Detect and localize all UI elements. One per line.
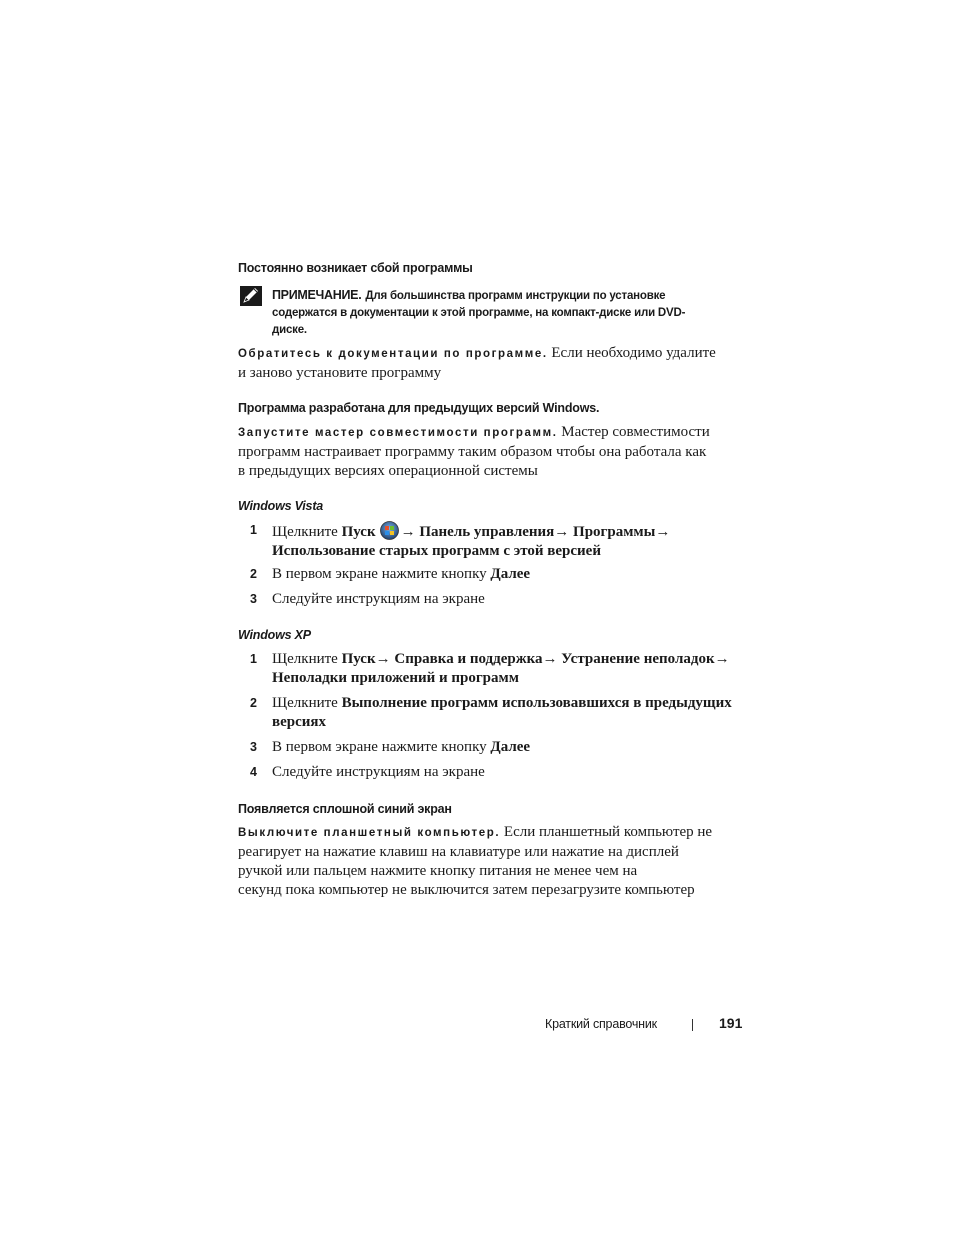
- xp-step-2-number: 2: [250, 696, 257, 710]
- section-heading-blue-screen: Появляется сплошной синий экран: [238, 802, 452, 816]
- vista-step-2-text: В первом экране нажмите кнопку: [272, 566, 487, 582]
- xp-step-1-help: Справка и поддержка: [394, 651, 543, 667]
- xp-step-1-number: 1: [250, 652, 257, 666]
- arrow-icon: →: [655, 524, 671, 540]
- blue-action-label: Выключите планшетный компьютер.: [238, 827, 501, 839]
- crash-action-paragraph: [238, 344, 738, 383]
- vista-step-3-number: 3: [250, 592, 257, 606]
- subheading-windows-xp: Windows XP: [238, 628, 311, 642]
- subheading-windows-vista: Windows Vista: [238, 499, 324, 513]
- vista-step-2-bold: Далее: [490, 566, 531, 582]
- xp-step-3-number: 3: [250, 740, 257, 754]
- xp-step-2: [272, 694, 742, 732]
- crash-action-label: Обратитесь к документации по программе.: [238, 348, 548, 360]
- vista-step-3: Следуйте инструкциям на экране: [272, 591, 485, 607]
- compat-action-line-3: в предыдущих версиях операционной системы: [238, 463, 538, 479]
- vista-step-1-prefix: Щелкните: [272, 524, 338, 540]
- compat-action-line-1: Мастер совместимости: [561, 424, 710, 440]
- arrow-icon: →: [554, 524, 570, 540]
- vista-step-1-control-panel: Панель управления: [419, 524, 555, 540]
- note-block: [272, 286, 742, 339]
- arrow-icon: →: [400, 524, 416, 540]
- crash-action-line-2: и заново установите программу: [238, 365, 442, 381]
- blue-action-line-2: реагирует на нажатие клавиш на клавиатуре или нажатие на дисплей: [238, 844, 679, 860]
- xp-step-1-line-2: Неполадки приложений и программ: [272, 670, 519, 686]
- compat-action-paragraph: [238, 423, 738, 481]
- footer-separator: [692, 1019, 693, 1031]
- section-heading-crash: Постоянно возникает сбой программы: [238, 261, 473, 275]
- compat-action-line-2: программ настраивает программу таким образом чтобы она работала как: [238, 444, 707, 460]
- note-text-line-2: содержатся в документации к этой программе, на компакт-диске или DVD-: [272, 307, 686, 319]
- arrow-icon: →: [375, 651, 391, 667]
- note-text-line-1: Для большинства программ инструкции по установке: [365, 290, 666, 302]
- blue-action-line-4: секунд пока компьютер не выключится затем перезагрузите компьютер: [238, 882, 695, 898]
- arrow-icon: →: [542, 651, 558, 667]
- section-heading-compat: Программа разработана для предыдущих версий Windows.: [238, 401, 600, 415]
- xp-step-1-troubleshoot: Устранение неполадок: [561, 651, 715, 667]
- note-text-line-3: диске.: [272, 324, 307, 336]
- xp-step-2-bold-line-2: версиях: [272, 714, 327, 730]
- xp-step-1-prefix: Щелкните: [272, 651, 338, 667]
- xp-step-1: [272, 650, 742, 688]
- note-label: ПРИМЕЧАНИЕ.: [272, 288, 362, 302]
- blue-action-line-3: ручкой или пальцем нажмите кнопку питания не менее чем на: [238, 863, 638, 879]
- vista-step-1-programs: Программы: [573, 524, 656, 540]
- xp-step-3-bold: Далее: [490, 739, 531, 755]
- blue-action-paragraph: [238, 823, 738, 900]
- xp-step-3: [272, 738, 742, 757]
- vista-step-1-number: 1: [250, 523, 257, 537]
- xp-step-3-text: В первом экране нажмите кнопку: [272, 739, 487, 755]
- windows-start-orb-icon: [380, 521, 399, 540]
- xp-step-4: Следуйте инструкциям на экране: [272, 764, 485, 780]
- xp-step-2-prefix: Щелкните: [272, 695, 338, 711]
- arrow-icon: →: [714, 651, 730, 667]
- vista-step-2: [272, 565, 742, 584]
- blue-action-line-1: Если планшетный компьютер не: [503, 824, 713, 840]
- vista-step-1: [272, 521, 742, 561]
- vista-step-1-line-2: Использование старых программ с этой версией: [272, 543, 601, 559]
- compat-action-label: Запустите мастер совместимости программ.: [238, 427, 558, 439]
- page-number: 191: [719, 1015, 743, 1031]
- xp-step-4-number: 4: [250, 765, 257, 779]
- crash-action-line-1: Если необходимо удалите: [551, 345, 716, 361]
- vista-step-1-start: Пуск: [341, 524, 376, 540]
- pencil-note-icon: [240, 286, 262, 306]
- xp-step-2-bold-line-1: Выполнение программ использовавшихся в предыдущих: [341, 695, 732, 711]
- xp-step-1-start: Пуск: [341, 651, 376, 667]
- vista-step-2-number: 2: [250, 567, 257, 581]
- footer-title: Краткий справочник: [545, 1017, 657, 1031]
